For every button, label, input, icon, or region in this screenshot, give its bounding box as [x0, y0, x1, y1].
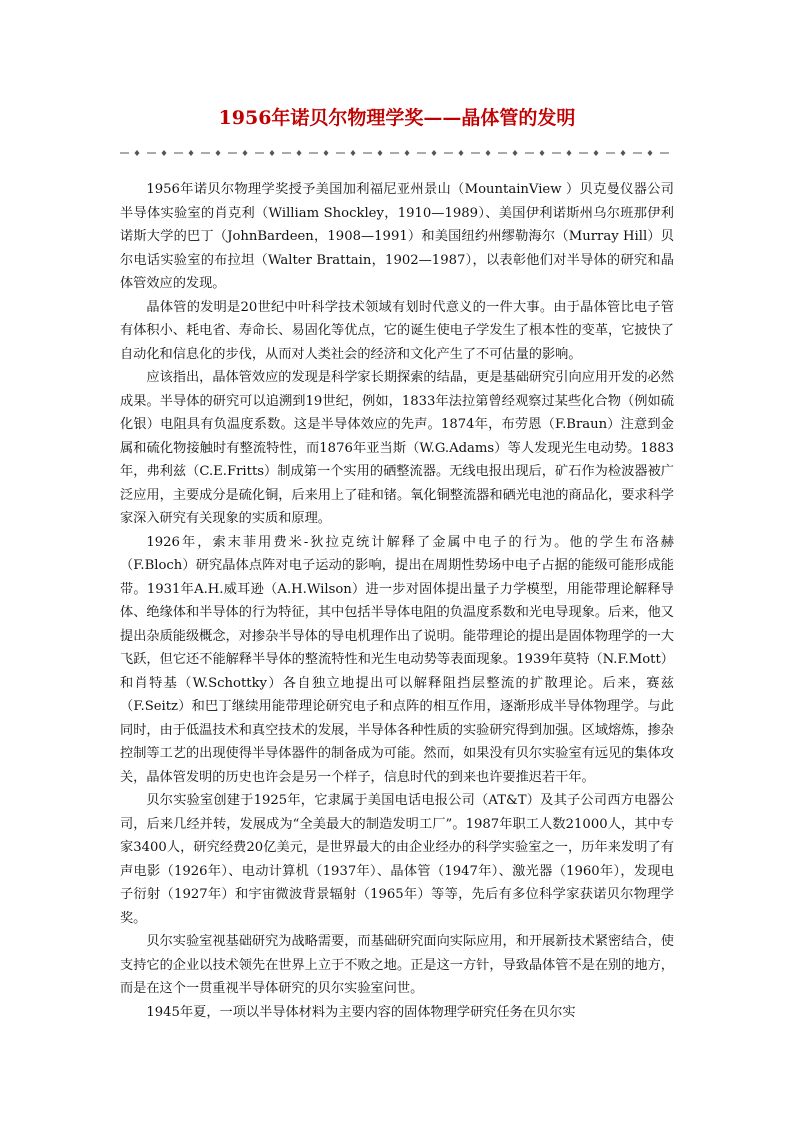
- divider-diamond: [594, 150, 599, 156]
- divider-diamond: [216, 150, 221, 156]
- article-body: [120, 178, 674, 1024]
- decorative-divider: [118, 146, 676, 160]
- paragraph: 贝尔实验室视基础研究为战略需要，而基础研究面向实际应用，和开展新技术紧密结合，使支持它的企业以技术领先在世界上立于不败之地。正是这一方针，导致晶体管不是在别的地方，而是在这个一贯重视半导体研究的贝尔实验室问世。: [120, 934, 674, 996]
- paragraph: 贝尔实验室创建于1925年，它隶属于美国电话电报公司（AT&T）及其子公司西方电器公司，后来几经并转，发展成为“全美最大的制造发明工厂”。1987年职工人数21000人，其中专家3400人，研究经费20亿美元，是世界最大的由企业经办的科学实验室之一，历年来发明了有声电影（1926年）、电动计算机（1937年）、晶体管（1947年）、激光器（1960年），发现电子衍射（1927年）和宇宙微波背景辐射（1965年）等等，先后有多位科学家获诺贝尔物理学奖。: [120, 793, 674, 926]
- divider-diamond: [189, 150, 194, 156]
- paragraph: 1945年夏，一项以半导体材料为主要内容的固体物理学研究任务在贝尔实: [146, 1004, 576, 1020]
- divider-diamond: [540, 150, 545, 156]
- divider-diamond: [378, 150, 383, 156]
- divider-diamond: [405, 150, 410, 156]
- divider-diamond: [351, 150, 356, 156]
- page-title: 1956年诺贝尔物理学奖——晶体管的发明: [218, 107, 576, 129]
- divider-diamond: [324, 150, 329, 156]
- paragraph: 应该指出，晶体管效应的发现是科学家长期探索的结晶，更是基础研究引向应用开发的必然成果。半导体的研究可以追溯到19世纪，例如，1833年法拉第曾经观察过某些化合物（例如硫化银）电阻具有负温度系数。这是半导体效应的先声。1874年，布劳恩（F.Braun）注意到金属和硫化物接触时有整流特性，而1876年亚当斯（W.G.Adams）等人发现光生电动势。1883年，弗利兹（C.E.Fritts）制成第一个实用的硒整流器。无线电报出现后，矿石作为检波器被广泛应用，主要成分是硫化铜，后来用上了硅和锗。氧化铜整流器和硒光电池的商品化，要求科学家深入研究有关现象的实质和原理。: [120, 370, 674, 526]
- divider-diamond: [513, 150, 518, 156]
- paragraph: 晶体管的发明是20世纪中叶科学技术领域有划时代意义的一件大事。由于晶体管比电子管有体积小、耗电省、寿命长、易固化等优点，它的诞生使电子学发生了根本性的变革，它披快了自动化和信息化的步伐，从而对人类社会的经济和文化产生了不可估量的影响。: [120, 299, 674, 362]
- divider-diamond: [297, 150, 302, 156]
- divider-diamond: [567, 150, 572, 156]
- paragraph: 1956年诺贝尔物理学奖授予美国加利福尼亚州景山（MountainView ）贝克曼仪器公司半导体实验室的肖克利（William Shockley，1910—1989）、美国伊利诺斯州乌尔班那伊利诺斯大学的巴丁（JohnBardeen，1908—1991）和美国纽约州缪勒海尔（Murray Hill）贝尔电话实验室的布拉坦（Walter Brattain，1902—1987），以表彰他们对半导体的研究和晶体管效应的发现。: [120, 182, 674, 291]
- paragraph: 1926年，索末菲用费米-狄拉克统计解释了金属中电子的行为。他的学生布洛赫（F.Bloch）研究晶体点阵对电子运动的影响，提出在周期性势场中电子占据的能级可能形成能带。1931年A.H.威耳逊（A.H.Wilson）进一步对固体提出量子力学模型，用能带理论解释导体、绝缘体和半导体的行为特征，其中包括半导体电阻的负温度系数和光电导现象。后来，他又提出杂质能级概念，对掺杂半导体的导电机理作出了说明。能带理论的提出是固体物理学的一大飞跃，但它还不能解释半导体的整流特性和光生电动势等表面现象。1939年莫特（N.F.Mott）和肖特基（W.Schottky）各自独立地提出可以解释阻挡层整流的扩散理论。后来，赛兹（F.Seitz）和巴丁继续用能带理论研究电子和点阵的相互作用，逐渐形成半导体物理学。与此同时，由于低温技术和真空技术的发展，半导体各种性质的实验研究得到加强。区域熔炼，掺杂控制等工艺的出现使得半导体器件的制备成为可能。然而，如果没有贝尔实验室有远见的集体攻关，晶体管发明的历史也许会是另一个样子，信息时代的到来也许要推迟若干年。: [120, 534, 674, 785]
- divider-diamond: [459, 150, 464, 156]
- divider-diamond: [486, 150, 491, 156]
- divider-diamond: [135, 150, 140, 156]
- divider-diamond: [243, 150, 248, 156]
- divider-diamond: [621, 150, 626, 156]
- divider-diamond: [270, 150, 275, 156]
- divider-diamond: [162, 150, 167, 156]
- divider-diamond: [648, 150, 653, 156]
- divider-diamond: [432, 150, 437, 156]
